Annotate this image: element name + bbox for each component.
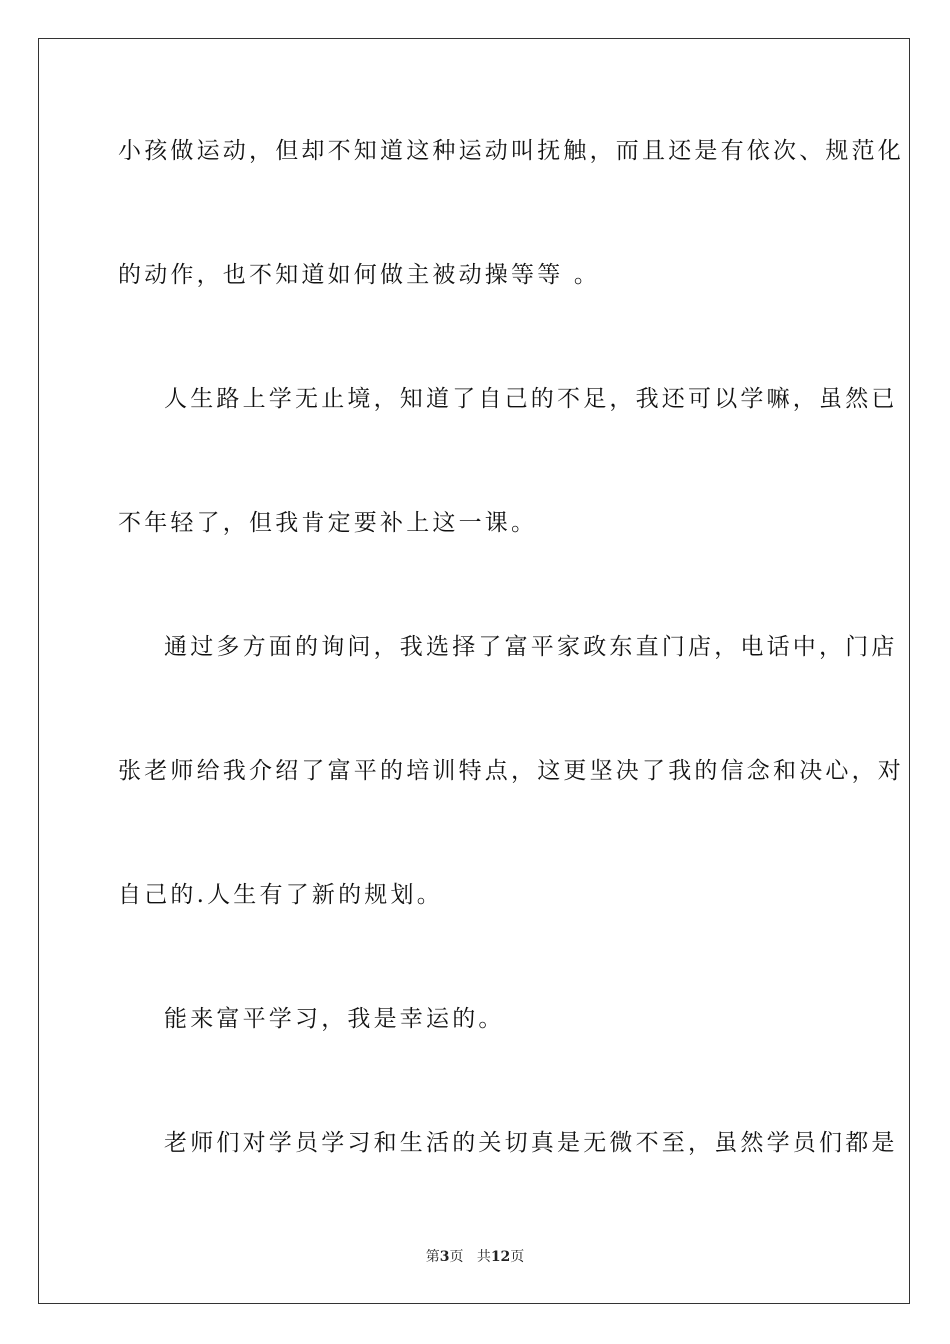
text-line: 自己的.人生有了新的规划。 <box>118 882 443 908</box>
page-number: 3 <box>439 1249 450 1265</box>
total-prefix: 共 <box>476 1249 491 1265</box>
page-prefix: 第 <box>425 1249 440 1265</box>
total-pages: 12 <box>490 1249 511 1265</box>
page-border <box>38 38 910 1304</box>
paragraph-first-line: 通过多方面的询问，我选择了富平家政东直门店，电话中，门店 <box>164 634 898 660</box>
total-suffix: 页 <box>510 1249 525 1265</box>
text-line: 张老师给我介绍了富平的培训特点，这更坚决了我的信念和决心，对 <box>118 758 904 784</box>
paragraph-first-line: 老师们对学员学习和生活的关切真是无微不至，虽然学员们都是 <box>164 1130 898 1156</box>
paragraph-first-line: 人生路上学无止境，知道了自己的不足，我还可以学嘛，虽然已 <box>164 386 898 412</box>
text-line: 小孩做运动，但却不知道这种运动叫抚触，而且还是有依次、规范化 <box>118 138 904 164</box>
page-footer <box>0 1248 950 1266</box>
text-line: 的动作，也不知道如何做主被动操等等 。 <box>118 262 601 288</box>
paragraph-first-line: 能来富平学习，我是幸运的。 <box>164 1006 505 1032</box>
text-line: 不年轻了，但我肯定要补上这一课。 <box>118 510 538 536</box>
page-suffix: 页 <box>449 1249 464 1265</box>
